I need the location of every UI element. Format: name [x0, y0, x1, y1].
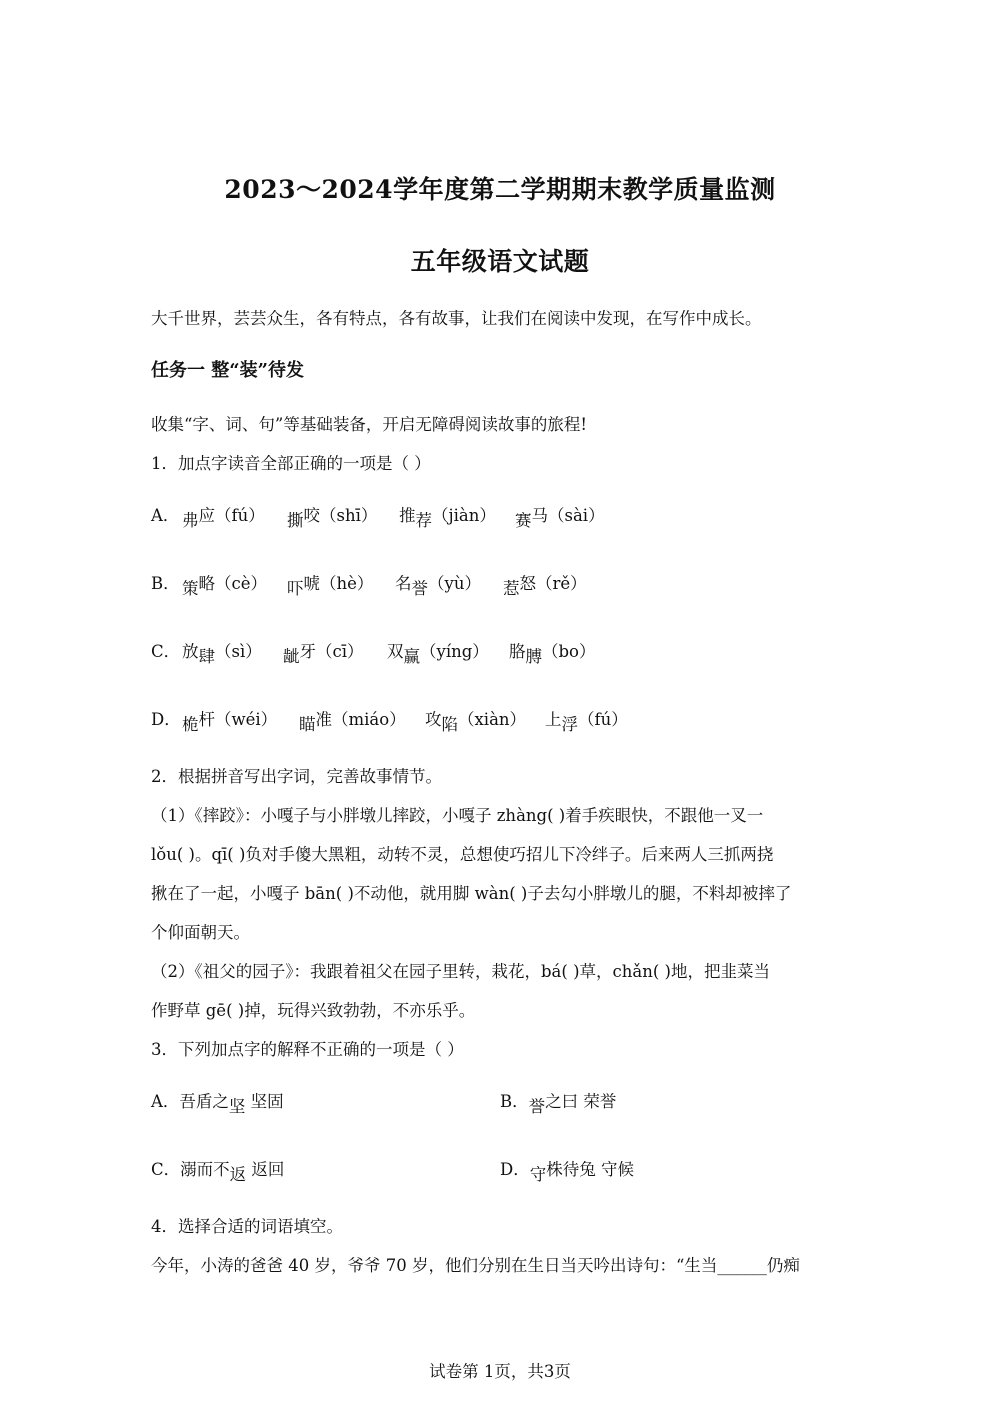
- question-4-stem: 4．选择合适的词语填空。: [151, 1217, 343, 1236]
- question-2-line: （2）《祖父的园子》：我跟着祖父在园子里转，栽花，bá( )草，chǎn( )地，把韭菜当: [151, 962, 770, 981]
- q3-option-c: C．溺而不返 返回: [151, 1160, 285, 1184]
- option-item: 攻陷（xiàn）: [425, 710, 527, 734]
- option-item: 龇牙（cī）: [283, 642, 364, 666]
- option-item: 瞄准（miáo）: [299, 710, 406, 734]
- task1-description: 收集“字、词、句”等基础装备，开启无障碍阅读故事的旅程!: [151, 415, 588, 434]
- question-2-line: 个仰面朝天。: [151, 923, 250, 942]
- q3-option-d: D．守株待兔 守候: [500, 1160, 634, 1184]
- intro-text: 大千世界，芸芸众生，各有特点，各有故事，让我们在阅读中发现，在写作中成长。: [151, 309, 762, 328]
- option-item: 撕咬（shī）: [287, 506, 378, 530]
- option-item: 赛马（sài）: [515, 506, 605, 530]
- option-item: 放肆（sì）: [182, 642, 262, 666]
- question-2-line: 作野草 gē( )掉，玩得兴致勃勃，不亦乐乎。: [151, 1001, 476, 1020]
- option-item: 上浮（fú）: [545, 710, 628, 734]
- option-item: 胳膊（bo）: [509, 642, 596, 666]
- option-item: 惹怒（rě）: [503, 574, 587, 598]
- exam-subtitle: 五年级语文试题: [410, 247, 590, 276]
- option-item: 弗应（fú）: [182, 506, 265, 530]
- option-item: 推荐（jiàn）: [399, 506, 496, 530]
- question-4-line: 今年，小涛的爸爸 40 岁，爷爷 70 岁，他们分别在生日当天吟出诗句：“生当______仍痴: [151, 1256, 800, 1275]
- task1-heading: 任务一 整“装”待发: [151, 360, 304, 381]
- question-2-line: （1）《摔跤》：小嘎子与小胖墩儿摔跤，小嘎子 zhàng( )着手疾眼快，不跟他一叉一: [151, 806, 764, 825]
- question-2-line: 揪在了一起，小嘎子 bān( )不动他，就用脚 wàn( )子去勾小胖墩儿的腿，不料却被摔了: [151, 884, 792, 903]
- exam-title: 2023～2024学年度第二学期期末教学质量监测: [224, 175, 776, 204]
- q3-option-a: A．吾盾之坚 坚固: [151, 1092, 284, 1116]
- question-1-stem: 1．加点字读音全部正确的一项是（ ）: [151, 454, 431, 473]
- option-c-label: C．: [151, 642, 181, 661]
- option-item: 名誉（yù）: [395, 574, 481, 598]
- page-footer: 试卷第 1页，共3页: [429, 1362, 571, 1381]
- option-item: 策略（cè）: [182, 574, 268, 598]
- option-d-label: D．: [151, 710, 181, 729]
- option-b-label: B．: [151, 574, 180, 593]
- option-item: 吓唬（hè）: [287, 574, 374, 598]
- option-a-label: A．: [151, 506, 180, 525]
- question-3-stem: 3．下列加点字的解释不正确的一项是（ ）: [151, 1040, 464, 1059]
- question-2-line: lǒu( )。qī( )负对手傻大黑粗，动转不灵，总想使巧招儿下冷绊子。后来两人三抓两挠: [151, 845, 774, 864]
- option-item: 双赢（yíng）: [387, 642, 489, 666]
- option-item: 桅杆（wéi）: [182, 710, 278, 734]
- question-2-stem: 2．根据拼音写出字词，完善故事情节。: [151, 767, 442, 786]
- q3-option-b: B．誉之曰 荣誉: [500, 1092, 617, 1116]
